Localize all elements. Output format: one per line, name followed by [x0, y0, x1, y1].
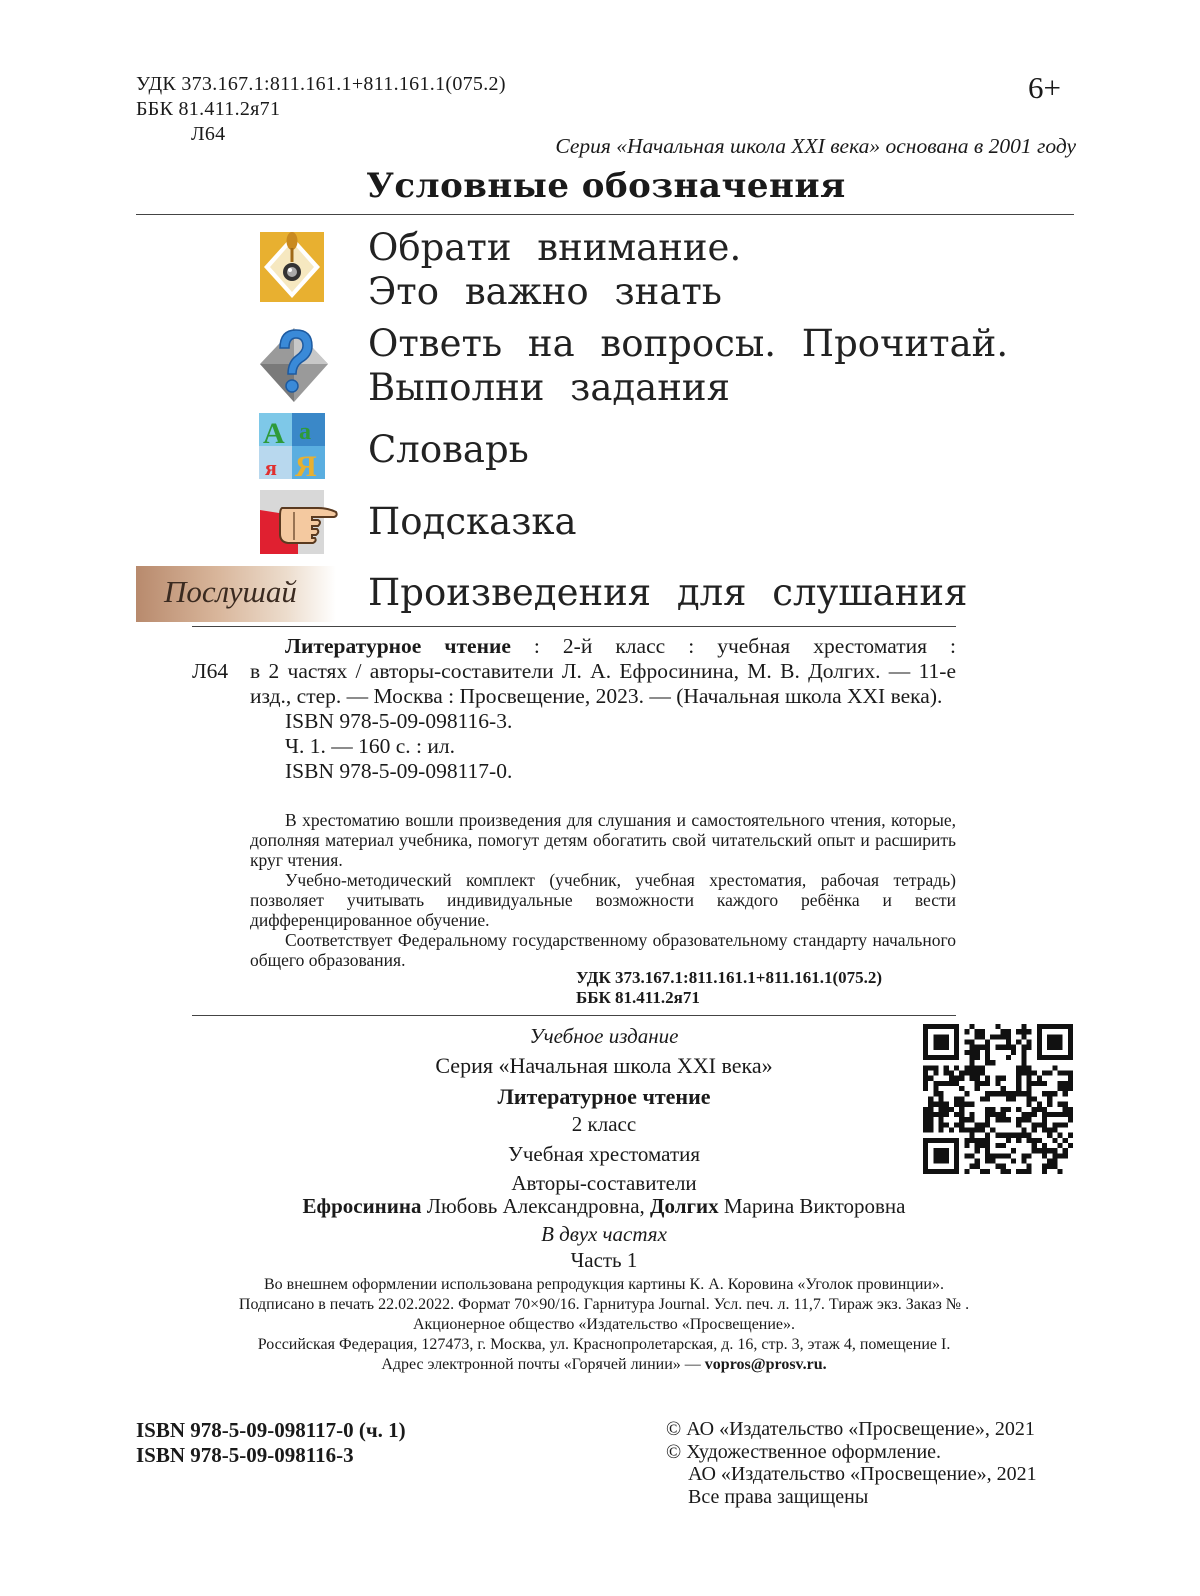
- imprint-kind: Учебная хрестоматия: [507, 1142, 701, 1166]
- legend-item-dictionary: [368, 428, 529, 472]
- biblio-title: Литературное чтение: [285, 634, 511, 658]
- qr-code[interactable]: [922, 1024, 1074, 1174]
- abstract-paragraph: Соответствует Федеральному государственному образовательному стандарту начального общего образования.: [250, 930, 956, 970]
- email-address: vopros@prosv.ru.: [704, 1356, 827, 1373]
- author1-surname: Ефросинина: [302, 1194, 422, 1218]
- isbn-part1: ISBN 978-5-09-098117-0 (ч. 1): [136, 1418, 406, 1442]
- legend-line: Подсказка: [368, 500, 577, 543]
- pointing-hand-icon: [258, 490, 340, 556]
- question-icon: [258, 322, 330, 406]
- legend-line: Это важно знать: [368, 270, 722, 313]
- isbn-block: [136, 1418, 406, 1468]
- legend-line: Словарь: [368, 428, 529, 471]
- dict-glyph-3: я: [265, 455, 277, 479]
- author-mark: Л64: [191, 123, 226, 145]
- edition-type: Учебное издание: [529, 1024, 679, 1048]
- imprint-authors-label: Авторы-составители: [511, 1171, 697, 1195]
- biblio-udk: УДК 373.167.1:811.161.1+811.161.1(075.2): [576, 968, 883, 987]
- isbn-set: ISBN 978-5-09-098116-3: [136, 1443, 354, 1467]
- copyright-line: © Художественное оформление.: [666, 1440, 942, 1463]
- copyright-line: © АО «Издательство «Просвещение», 2021: [666, 1418, 1035, 1440]
- print-info: Подписано в печать 22.02.2022. Формат 70×90/16. Гарнитура Journal. Усл. печ. л. 11,7. Тираж экз. Заказ № .: [238, 1296, 970, 1313]
- abstract-paragraph: Учебно-методический комплект (учебник, учебная хрестоматия, рабочая тетрадь) позволяет учитывать индивидуальные возможности каждого ребёнка и вести дифференцированное обучение.: [250, 870, 956, 930]
- copyright-line: АО «Издательство «Просвещение», 2021: [688, 1463, 1037, 1485]
- hotline-email: [136, 1356, 1072, 1374]
- listen-badge: [136, 566, 336, 622]
- imprint-parts: В двух частях: [541, 1222, 667, 1246]
- divider: [192, 626, 956, 627]
- biblio-title-rest: : 2-й класс : учебная хрестоматия :: [510, 634, 957, 658]
- listen-badge-label: Послушай: [164, 574, 297, 609]
- publisher-address: Российская Федерация, 127473, г. Москва, ул. Краснопролетарская, д. 16, стр. 3, этаж 4, помещение I.: [257, 1336, 951, 1353]
- age-rating: 6+: [1028, 70, 1061, 105]
- attention-icon: [258, 228, 326, 304]
- biblio-author-mark: Л64: [192, 659, 229, 683]
- imprint-grade: 2 класс: [571, 1112, 637, 1136]
- biblio-bbk: ББК 81.411.2я71: [576, 988, 700, 1007]
- author2-name: Марина Викторовна: [718, 1194, 906, 1218]
- biblio-isbn-all: ISBN 978-5-09-098116-3.: [285, 709, 513, 733]
- imprint-part: Часть 1: [570, 1248, 638, 1272]
- legend-line: Ответь на вопросы. Прочитай.: [368, 322, 1009, 365]
- bbk-code: ББК 81.411.2я71: [136, 98, 281, 120]
- udk-code: УДК 373.167.1:811.161.1+811.161.1(075.2): [136, 73, 506, 95]
- biblio-first-line: [250, 634, 956, 659]
- author2-surname: Долгих: [650, 1194, 719, 1218]
- biblio-part: Ч. 1. — 160 с. : ил.: [285, 734, 455, 758]
- divider: [192, 1015, 956, 1016]
- dict-glyph-2: а: [299, 419, 311, 445]
- series-note: Серия «Начальная школа XXI века» основана в 2001 году: [555, 134, 1076, 158]
- imprint-title: Литературное чтение: [497, 1084, 711, 1109]
- legend-line: Выполни задания: [368, 366, 730, 409]
- dict-glyph-1: А: [263, 417, 285, 450]
- biblio-isbn-part: ISBN 978-5-09-098117-0.: [285, 759, 513, 783]
- biblio-classification: [576, 968, 882, 1008]
- imprint-series: Серия «Начальная школа XXI века»: [435, 1053, 773, 1078]
- abstract: [250, 810, 956, 970]
- imprint-authors: [136, 1194, 1072, 1219]
- legend-line: Обрати внимание.: [368, 226, 742, 269]
- author1-name: Любовь Александровна,: [421, 1194, 651, 1218]
- dictionary-icon: [259, 413, 325, 479]
- legend-item-attention: [368, 226, 741, 314]
- email-label: Адрес электронной почты «Горячей линии» —: [381, 1356, 705, 1373]
- legend-item-listen: [368, 571, 967, 615]
- dict-glyph-4: Я: [295, 450, 317, 479]
- legend-item-questions: [368, 322, 1008, 410]
- cover-note: Во внешнем оформлении использована репродукция картины К. А. Коровина «Уголок провинции».: [264, 1276, 944, 1293]
- bibliographic-record: [250, 634, 956, 784]
- legend-item-hint: [368, 500, 577, 544]
- biblio-body: в 2 частях / авторы-составители Л. А. Ефросинина, М. В. Долгих. — 11-е изд., стер. — Москва : Просвещение, 2023. — (Начальная школа XXI века).: [250, 659, 956, 708]
- publisher: Акционерное общество «Издательство «Просвещение».: [412, 1316, 796, 1333]
- divider: [136, 214, 1074, 215]
- copyright-line: Все права защищены: [688, 1485, 869, 1508]
- legend-line: Произведения для слушания: [368, 571, 968, 614]
- legend-title: Условные обозначения: [366, 166, 846, 206]
- copyright-block: [666, 1418, 1037, 1508]
- abstract-paragraph: В хрестоматию вошли произведения для слушания и самостоятельного чтения, которые, дополняя материал учебника, помогут детям обогатить свой читательский опыт и расширить круг чтения.: [250, 810, 956, 870]
